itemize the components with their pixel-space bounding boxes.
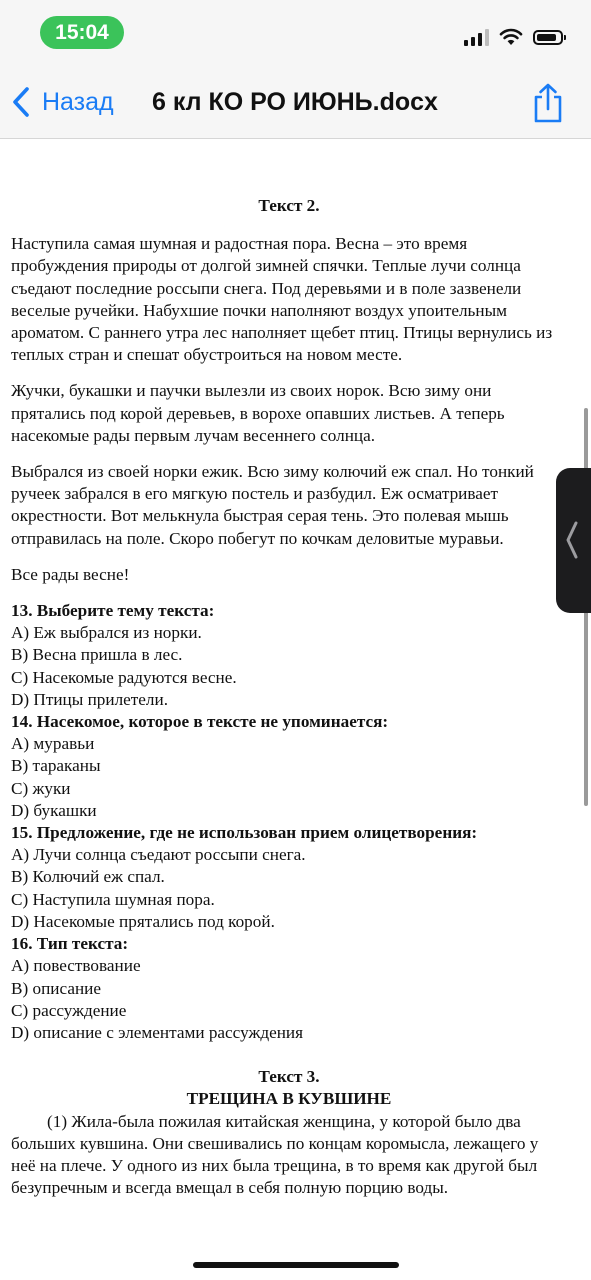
question-option: D) Насекомые прятались под корой. — [11, 911, 275, 931]
question-option: D) Птицы прилетели. — [11, 689, 169, 709]
status-time[interactable]: 15:04 — [40, 16, 124, 49]
question-title: 16. Тип текста: — [11, 934, 129, 954]
question-16 — [11, 933, 567, 1044]
text2-paragraph-4: Все рады весне! — [11, 564, 130, 584]
signal-icon — [464, 29, 489, 46]
question-option: B) Весна пришла в лес. — [11, 645, 183, 665]
battery-icon — [533, 30, 563, 45]
text3-paragraph-1: (1) Жила-была пожилая китайская женщина, у которой было два больших кувшина. Они свешивались по концам коромысла, лежащего у неё на плече. У одного из них была трещина, в то время как другой был безупречным и всегда вмещал в себя полную порцию воды. — [11, 1111, 539, 1198]
question-option: B) тараканы — [11, 756, 101, 776]
question-13 — [11, 600, 567, 711]
question-option: C) жуки — [11, 778, 71, 798]
text2-heading: Текст 2. — [258, 196, 320, 215]
question-option: D) описание с элементами рассуждения — [11, 1022, 304, 1042]
home-indicator[interactable] — [193, 1262, 399, 1268]
question-option: A) Еж выбрался из норки. — [11, 623, 202, 643]
question-title: 15. Предложение, где не использован прием олицетворения: — [11, 823, 478, 843]
battery-level — [537, 34, 556, 41]
document-content — [11, 195, 567, 1199]
wifi-icon — [499, 28, 523, 46]
question-option: D) букашки — [11, 800, 97, 820]
question-option: C) Наступила шумная пора. — [11, 889, 215, 909]
share-icon[interactable] — [531, 82, 565, 124]
question-option: B) Колючий еж спал. — [11, 867, 165, 887]
question-15 — [11, 822, 567, 933]
question-option: A) повествование — [11, 956, 141, 976]
chevron-left-icon — [565, 520, 579, 560]
question-title: 14. Насекомое, которое в тексте не упоминается: — [11, 712, 389, 732]
text3-title: ТРЕЩИНА В КУВШИНЕ — [186, 1089, 392, 1109]
chevron-left-icon — [10, 86, 32, 118]
question-option: B) описание — [11, 978, 101, 998]
text2-paragraph-2: Жучки, букашки и паучки вылезли из своих норок. Всю зиму они прятались под корой деревьев, в ворохе опавших листьев. А теперь насекомые рады первым лучам весеннего солнца. — [11, 381, 505, 445]
back-button-label: Назад — [42, 87, 114, 116]
question-title: 13. Выберите тему текста: — [11, 601, 215, 621]
text2-paragraph-1: Наступила самая шумная и радостная пора. Весна – это время пробуждения природы от долгой зимней спячки. Теплые лучи солнца съедают последние россыпи снега. Под деревьями и в поле зазвенели веселые ручейки. Набухшие почки наполняют воздух упоительным ароматом. С раннего утра лес наполняет щебет птиц. Птицы вернулись из теплых стран и спешат обустроиться на новом месте. — [11, 234, 553, 365]
question-option: A) Лучи солнца съедают россыпи снега. — [11, 845, 306, 865]
side-panel-handle[interactable] — [556, 468, 591, 613]
document-title: 6 кл КО РО ИЮНЬ.docx — [152, 88, 438, 116]
question-option: C) Насекомые радуются весне. — [11, 667, 237, 687]
text2-paragraph-3: Выбрался из своей норки ежик. Всю зиму колючий еж спал. Но тонкий ручеек забрался в его мягкую постель и разбудил. Еж осматривает окрестности. Вот мелькнула быстрая серая тень. Это полевая мышь отправилась на поле. Скоро побегут по кочкам деловитые муравьи. — [11, 462, 534, 548]
navigation-bar — [0, 62, 591, 139]
question-option: A) муравьи — [11, 734, 95, 754]
section-spacer — [11, 1044, 567, 1066]
question-option: C) рассуждение — [11, 1000, 127, 1020]
back-button[interactable] — [10, 84, 114, 120]
question-14 — [11, 711, 567, 822]
status-bar — [0, 0, 591, 62]
status-icons — [464, 27, 563, 47]
text3-heading: Текст 3. — [258, 1067, 320, 1087]
